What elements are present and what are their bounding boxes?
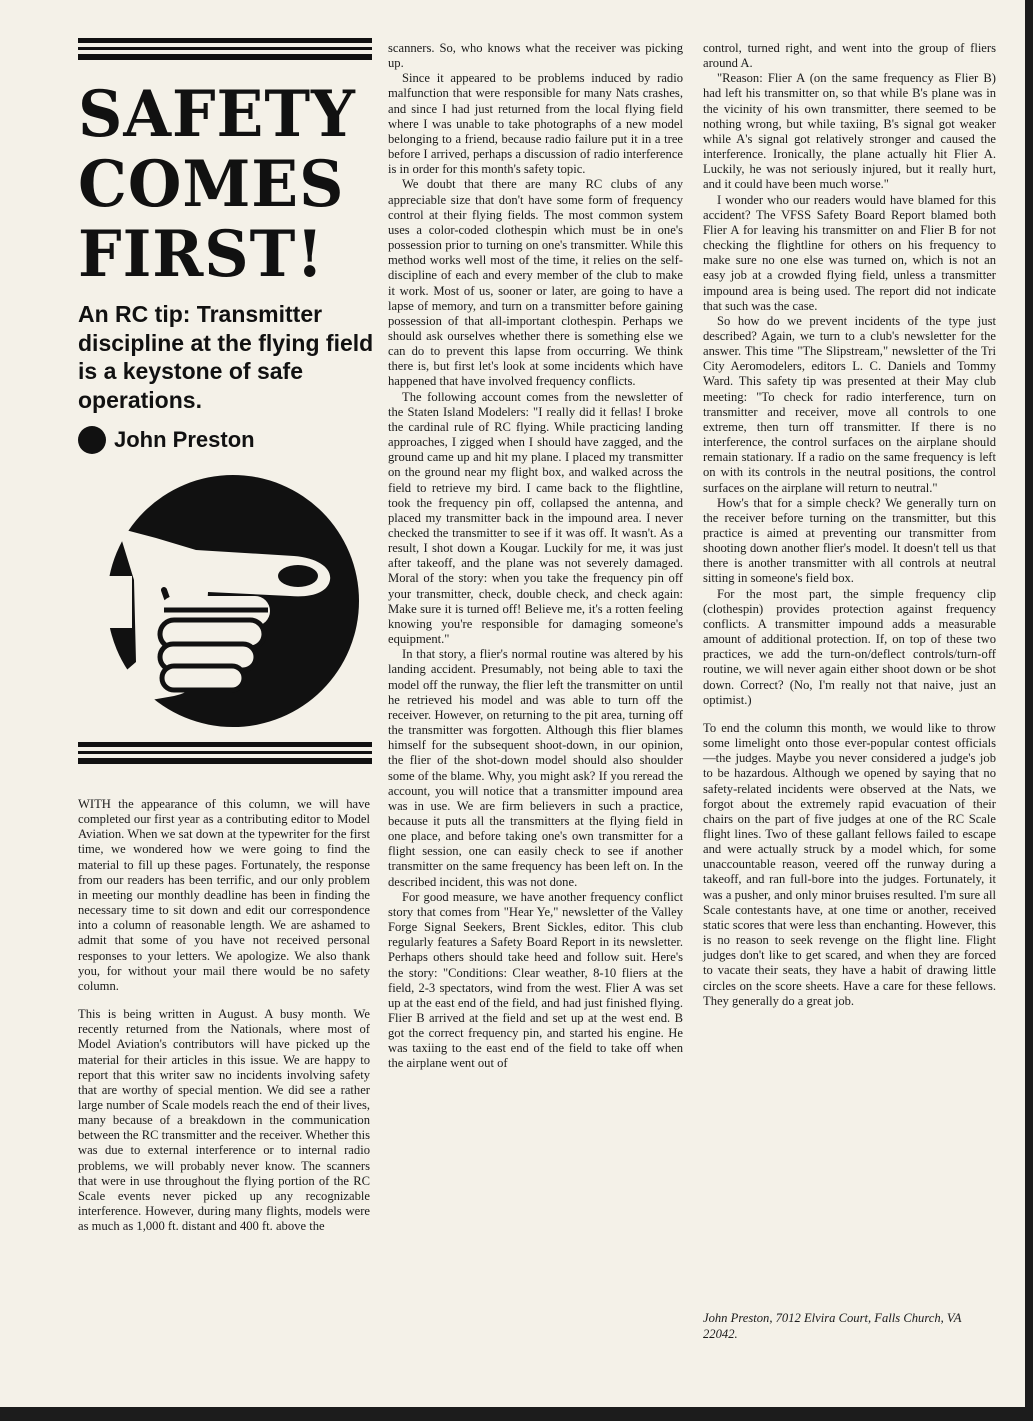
subtitle: An RC tip: Transmitter discipline at the flying field is a keystone of safe operations. [78,301,374,413]
headline-line-1: SAFETY [78,77,356,152]
byline-bullet-icon [78,426,106,454]
paragraph: In that story, a flier's normal routine was altered by his landing accident. Presumably, not being able to taxi the model off the runway, the flier left the transmitter on until he retrieved his model and was able to turn off the receiver. However, on returning to the pit area, turning off the transmitter was forgotten. Although this flier blames himself for the subsequent shoot-down, in our opinion, the flier of the shot-down model should also shoulder some of the blame. Why, you might ask? If you reread the account, you will notice that a transmitter impound area was in use. We are firm believers in such a practice, because it puts all the transmitters at the flying field in one place, and before taking one's own transmitter for a flight session, one can easily check to see if another transmitter on the same frequency has been left on. In the described incident, this was not done. [388,647,683,889]
paragraph: Since it appeared to be problems induced by radio malfunction that were responsible for many Nats crashes, and since I had just returned from the local flying field where I was unable to take photographs of a new model belonging to a friend, because radio failure put it in a tree before I arrived, perhaps a discussion of radio interference is in order for this month's safety topic. [388,71,683,177]
hand-holding-transmitter-icon [104,470,362,732]
article-column-1 [78,797,370,1234]
paragraph: "Reason: Flier A (on the same frequency as Flier B) had left his transmitter on, so that while B's plane was in the vicinity of his own transmitter, there seemed to be nothing wrong, but while taxiing, B's signal got weaker while A's signal got relatively stronger and caused the interference. Ironically, the plane actually hit Flier A. Luckily, he was not seriously injured, but it really hurt, and it could have been much worse." [703,71,996,192]
article-column-3 [703,41,996,1009]
page-edge-right [1025,0,1033,1421]
header-rules [78,38,372,60]
paragraph: I wonder who our readers would have blamed for this accident? The VFSS Safety Board Report blamed both Flier A for leaving his transmitter on and Flier B for not checking the flightline for others on his frequency to make sure no one else was turned on, which is not an easy job at a crowded flying field, unless a transmitter impound area is being used. The report did not indicate that such was the case. [703,192,996,313]
paragraph: WITH the appearance of this column, we will have completed our first year as a contributing editor to Model Aviation. When we sat down at the typewriter for the first time, we wondered how we were going to find the material to fill up these pages. Fortunately, the response from our readers has been terrific, and our only problem in meeting our monthly deadline has been in finding the necessary time to sit down and edit our correspondence into a column of reasonable length. We are ashamed to admit that some of you have not received personal responses to your letters. We apologize. We also thank you, for without your mail there would be no safety column. [78,797,370,993]
paragraph: scanners. So, who knows what the receiver was picking up. [388,41,683,71]
paragraph: How's that for a simple check? We generally turn on the receiver before turning on the transmitter, but this practice is aimed at preventing our transmitter from shooting down another flier's model. It doesn't tell us that there is another transmitter with all controls at neutral sitting in someone's field box. [703,495,996,586]
byline [78,425,378,455]
paragraph: For good measure, we have another frequency conflict story that comes from "Hear Ye," newsletter of the Valley Forge Signal Seekers, Brent Sickles, editor. This club regularly features a Safety Board Report in its newsletter. Perhaps others should take heed and follow suit. Here's the story: "Conditions: Clear weather, 8-10 fliers at the field, 2-3 spectators, wind from the west. Flier A was set up at the east end of the field, and had just finished flying. Flier B arrived at the field and set up at the west end. B got the correct frequency pin, and started his engine. He was taxiing to the east end of the field to take off when the airplane went out of [388,889,683,1071]
divider-rules [78,742,372,764]
paragraph: The following account comes from the newsletter of the Staten Island Modelers: "I really did it fellas! I broke the cardinal rule of RC flying. While practicing landing approaches, I zigged when I should have zagged, and the ground came up and hit my plane. I placed my transmitter on the ground near my flight box, and walked across the field to retrieve my bird. I came back to the flightline, took the frequency pin off, collapsed the antenna, and placed my transmitter back in the impound area. I never checked the transmitter to see if it was off. It wasn't. As a result, I shot down a Kougar. Luckily for me, it was just after takeoff, and the plane was not severely damaged. Moral of the story: when you take the frequency pin off your transmitter, check, double check, and check again: Make sure it is turned off! Believe me, it's a rotten feeling knowing you're responsible for damaging someone's equipment." [388,389,683,647]
headline-line-2: COMES [78,147,345,222]
author-signature: John Preston, 7012 Elvira Court, Falls Church, VA 22042. [703,1311,962,1341]
article-column-2 [388,41,683,1072]
paragraph: For the most part, the simple frequency clip (clothespin) provides protection against frequency conflicts. A transmitter impound adds a measurable amount of additional protection. If, on top of these two practices, we add the turn-on/deflect controls/turn-off routine, we will never again either shoot down or be shot down. Correct? (No, I'm really not that naive, just an optimist.) [703,586,996,707]
paragraph: So how do we prevent incidents of the type just described? Again, we turn to a club's newsletter for the answer. This time "The Slipstream," newsletter of the Tri City Aeromodelers, editors L. C. Daniels and Tommy Ward. This safety tip was presented at their May club meeting: "To check for radio interference, turn on transmitter and receiver, move all controls to one extreme, then turn off transmitter. If there is no interference, the control surfaces on the airplane should remain stationary. If a radio on the same frequency is left on with its controls in the neutral positions, the control surfaces on the airplane will return to neutral." [703,313,996,495]
paragraph: To end the column this month, we would like to throw some limelight onto those ever-popular contest officials—the judges. Maybe you never considered a judge's job to be hazardous. Although we opened by saying that no safety-related incidents were observed at the Nats, we forgot about the extremely rapid evacuation of their chairs on the part of five judges at one of the RC Scale flight lines. Two of these gallant fellows failed to escape and were actually struck by a model which, for some unaccountable reason, veered off the runway during a takeoff, and ran full-bore into the judges. Fortunately, it was a pusher, and only minor bruises resulted. I'm sure all Scale contestants have, at one time or another, received static scores that were less than enchanting. However, this is no reason to seek revenge on the flight line. Flight judges don't like to get scared, and when they are forced to vacate their seats, they have a habit of drawing little circles on the score sheets. Have a care for these fellows. They generally do a great job. [703,720,996,1008]
paragraph: This is being written in August. A busy month. We recently returned from the Nationals, where most of Model Aviation's contributors will have picked up the material for their articles in this issue. We are happy to report that this writer saw no incidents involving safety that are worthy of special mention. We did see a rather large number of Scale models reach the end of their lives, many because of a breakdown in the communication between the RC transmitter and the receiver. Whether this was due to external interference or to internal radio problems, we will probably never know. The scanners that were in use throughout the flying portion of the RC Scale events never picked up any recognizable interference. However, during many flights, models were as much as 1,000 ft. distant and 400 ft. above the [78,1007,370,1234]
paragraph: control, turned right, and went into the group of fliers around A. [703,41,996,71]
page-edge-bottom [0,1407,1033,1421]
headline-line-3: FIRST! [78,217,325,292]
author-name: John Preston [114,427,255,452]
headline [78,77,366,292]
paragraph: We doubt that there are many RC clubs of any appreciable size that don't have some form of frequency control at their flying fields. The most common system uses a color-coded clothespin which must be in one's possession prior to turning on one's transmitter. While this method works well most of the time, it relies on the self-discipline of each and every member of the club to make it work. Most of us, sooner or later, are going to have a lapse of memory, and turn on a transmitter before gaining possession of that all-important clothespin. Perhaps we should ask ourselves whether there is something else we can do to prevent this lapse from occurring. We think there is, but first let's look at some incidents which have happened that have involved frequency conflicts. [388,177,683,389]
